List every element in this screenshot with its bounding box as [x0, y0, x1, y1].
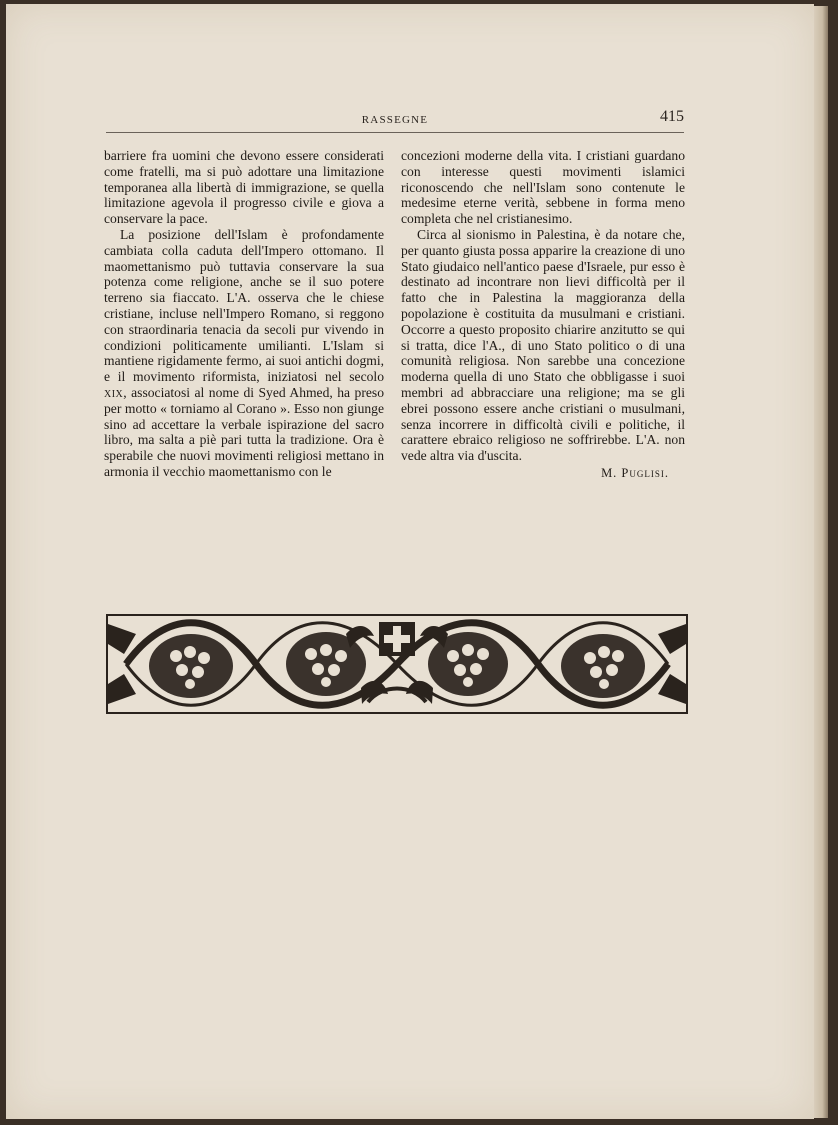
vine-ornament-icon: [106, 614, 688, 714]
page-edge: [814, 6, 828, 1118]
page-number: 415: [660, 108, 684, 125]
right-column: [401, 148, 685, 482]
left-paragraph-1: barriere fra uomini che devono essere considerati come fratelli, ma si può adottare una limitazione temporanea alla libertà di immigrazione, se quella limitazione agevola il progresso civile e giova a conservare la pace.: [104, 148, 384, 227]
left-column: [104, 148, 384, 480]
left-paragraph-2-a: La posizione dell'Islam è profondamente cambiata colla caduta dell'Impero ottomano. Il maomettanismo può tuttavia conservare la sua potenza come religione, anche se il suo potere terreno sia fiaccato. L'A. osserva che le chiese cristiane, incluse nell'Impero Romano, si reggono con straordinaria tenacia da secoli pur vivendo in condizioni politicamente umilianti. L'Islam si mantiene rigidamente fermo, ai suoi antichi dogmi, e il movimento riformista, iniziatosi nel secolo: [104, 226, 384, 385]
left-paragraph-2-b: , associatosi al nome di Syed Ahmed, ha preso per motto « torniamo al Corano ». Esso non giunge sino ad accettare la verbale ispirazione del sacro libro, ma salta a piè pari tutta la tradizione. Ora è sperabile che nuovi movimenti religiosi mettano in armonia il vecchio maomettanismo con le: [104, 384, 384, 479]
left-paragraph-2: [104, 227, 384, 480]
section-title: RASSEGNE: [361, 114, 429, 126]
right-paragraph-2: Circa al sionismo in Palestina, è da notare che, per quanto giusta possa apparire la creazione di uno Stato giudaico nell'antico paese d'Israele, pur esso è destinato ad incontrare non lievi difficoltà per il fatto che in Palestina la maggioranza della popolazione è costituita da musulmani e cristiani. Occorre a questo proposito chiarire anzitutto se qui si tratta, dice l'A., di uno Stato politico o di una comunità religiosa. Non sarebbe una concezione moderna quella di uno Stato che obbligasse i suoi membri ad abbracciare una religione; ma se gli ebrei possono essere anche cristiani o musulmani, senza incorrere in difficoltà civili e politiche, il carattere ebraico religioso ne soffrirebbe. L'A. non vede altra via d'uscita.: [401, 226, 685, 464]
author-signature: M. Puglisi.: [601, 465, 669, 480]
running-head: [106, 106, 684, 133]
century-numeral: xix: [104, 384, 124, 400]
right-paragraph-1: concezioni moderne della vita. I cristiani guardano con interesse questi movimenti islamici riconoscendo che nell'Islam sono contenute le medesime eterne verità, sebbene in forma meno completa che nel cristianesimo.: [401, 148, 685, 227]
